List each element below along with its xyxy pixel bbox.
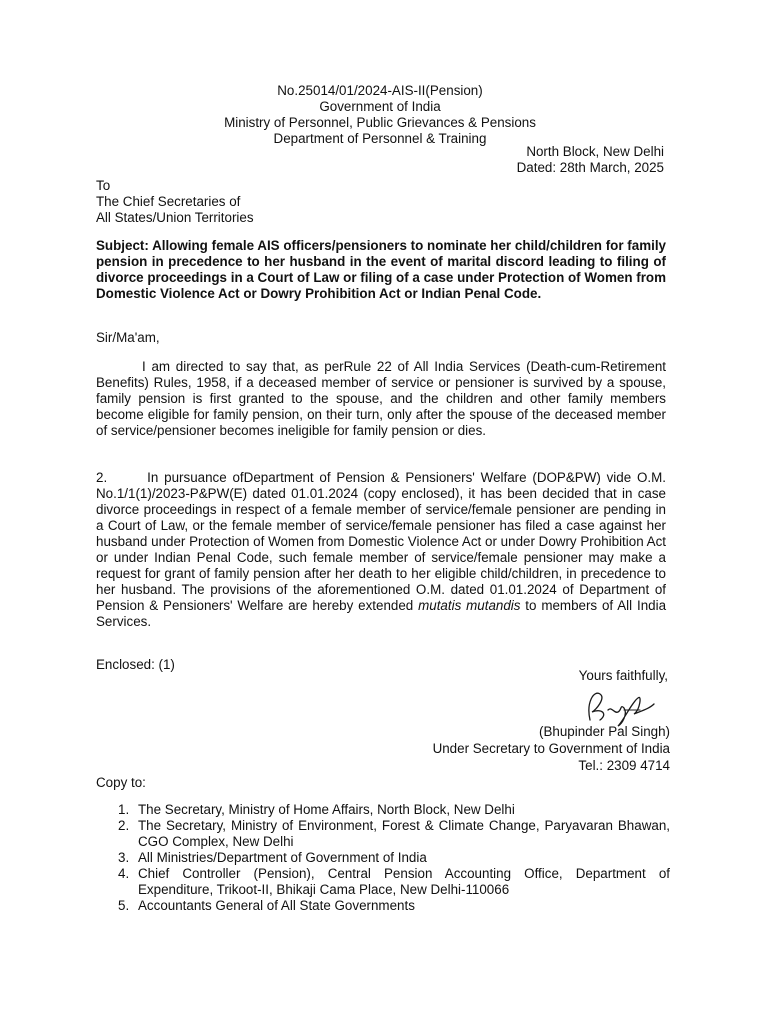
paragraph-2-italic: mutatis mutandis — [418, 598, 521, 613]
list-item: 3. All Ministries/Department of Government of India — [118, 850, 427, 865]
reference-number: No.25014/01/2024-AIS-II(Pension) — [277, 83, 483, 98]
issue-date: Dated: 28th March, 2025 — [516, 160, 664, 175]
ministry-line: Ministry of Personnel, Public Grievances & Pensions — [224, 115, 536, 130]
signatory-block — [433, 723, 670, 774]
paragraph-1 — [96, 359, 666, 439]
paragraph-2 — [96, 470, 666, 630]
salutation: Sir/Ma'am, — [96, 330, 160, 345]
subject-line: Subject: Allowing female AIS officers/pensioners to nominate her child/children for family pension in precedence to her husband in the event of marital discord leading to filing of divorce proceedings in a Court of Law or filing of a case under Protection of Women from Domestic Violence Act or Dowry Prohibition Act or Indian Penal Code. — [96, 238, 666, 301]
paragraph-1-text: I am directed to say that, as perRule 22 of All India Services (Death-cum-Retirement Benefits) Rules, 1958, if a deceased member of service or pensioner is survived by a spouse, family pension is first granted to the spouse, and the children and other family members become eligible for family pension, on their turn, only after the spouse of the deceased member of service/pensioner becomes ineligible for family pension or dies. — [96, 359, 666, 438]
addressee-block — [96, 178, 254, 226]
paragraph-2-text-end: to members of All India Services. — [96, 598, 667, 629]
to-label: To — [96, 178, 111, 193]
list-item: 4. Chief Controller (Pension), Central Pension Accounting Office, Department of Expenditure, Trikoot-II, Bhikaji Cama Place, New Delhi-110066 — [118, 866, 670, 897]
copy-to-list — [118, 802, 670, 914]
government-line: Government of India — [319, 99, 441, 114]
signatory-name: (Bhupinder Pal Singh) — [538, 724, 670, 739]
addressee-line-2: All States/Union Territories — [96, 210, 254, 225]
department-line: Department of Personnel & Training — [273, 131, 487, 146]
issue-place: North Block, New Delhi — [526, 144, 664, 159]
copy-to-heading: Copy to: — [96, 775, 146, 790]
list-item: 2. The Secretary, Ministry of Environment, Forest & Climate Change, Paryavaran Bhawan, CGO Complex, New Delhi — [118, 818, 670, 849]
paragraph-2-number: 2. — [96, 470, 108, 485]
enclosure-note: Enclosed: (1) — [96, 657, 175, 672]
signatory-telephone: Tel.: 2309 4714 — [578, 758, 670, 773]
addressee-line-1: The Chief Secretaries of — [96, 194, 241, 209]
list-item: 5. Accountants General of All State Governments — [118, 898, 415, 913]
paragraph-2-text: In pursuance ofDepartment of Pension & Pensioners' Welfare (DOP&PW) vide O.M. No.1/1(1)/2023-P&PW(E) dated 01.01.2024 (copy enclosed), it has been decided that in case divorce proceedings in respect of a female member of service/female pensioner are pending in a Court of Law, or the female member of service/female pensioner has filed a case against her husband under Protection of Women from Domestic Violence Act or under Dowry Prohibition Act or under Indian Penal Code, such female member of service/female pensioner may make a request for grant of family pension after her death to her eligible child/children, in precedence to her husband. The provisions of the aforementioned O.M. dated 01.01.2024 of Department of Pension & Pensioners' Welfare are hereby extended — [96, 470, 666, 613]
list-item: 1. The Secretary, Ministry of Home Affairs, North Block, New Delhi — [118, 802, 515, 817]
closing-line: Yours faithfully, — [578, 668, 668, 683]
signatory-designation: Under Secretary to Government of India — [432, 741, 670, 756]
